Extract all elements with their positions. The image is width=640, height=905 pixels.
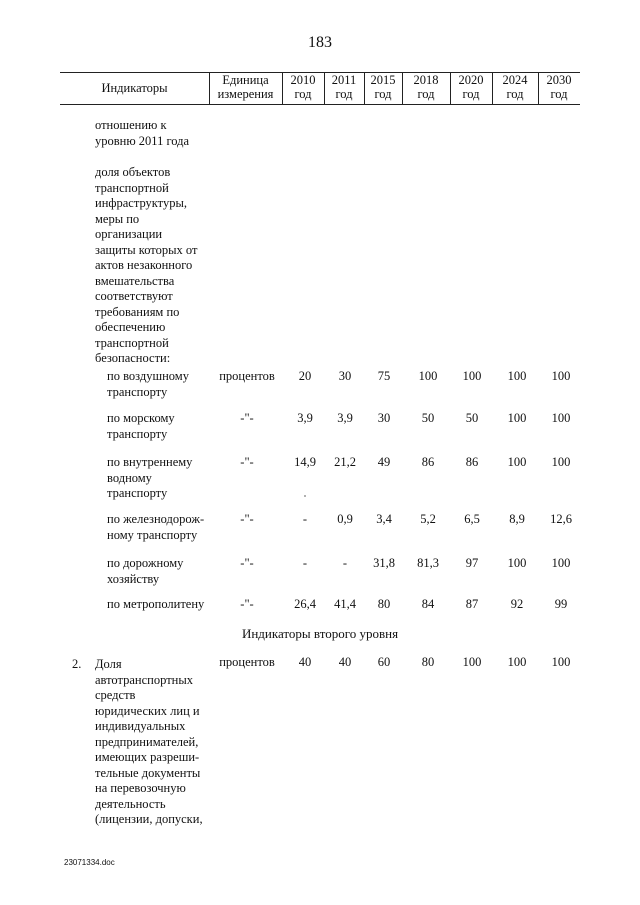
header-year-2011 — [324, 73, 364, 101]
value-2011: - — [342, 556, 348, 570]
value-2018: 5,2 — [420, 512, 436, 526]
value-2030: 100 — [551, 369, 571, 383]
text-line: автотранспортных — [95, 672, 193, 687]
value-2018: 100 — [418, 369, 438, 383]
value-2024: 8,9 — [509, 512, 525, 526]
header-year-2030 — [538, 73, 580, 101]
text-line: деятельность — [95, 796, 166, 811]
header-year-2024 — [492, 73, 538, 101]
value-2030: 100 — [551, 411, 571, 425]
text-line: предпринимателей, — [95, 734, 199, 749]
header-unit-line1: Единица — [222, 73, 269, 87]
value-2024: 100 — [507, 411, 527, 425]
header-year-word: год — [462, 87, 480, 101]
value-2030: 12,6 — [550, 512, 572, 526]
text-line: обеспечению — [95, 320, 166, 334]
value-2018: 81,3 — [417, 556, 439, 570]
header-year-value: 2011 — [331, 73, 357, 87]
header-bottom-rule — [60, 104, 580, 105]
value-2010: 14,9 — [294, 455, 316, 469]
value-2011: 30 — [338, 369, 352, 383]
header-unit — [209, 73, 282, 101]
text-line: транспорту — [107, 426, 168, 441]
value-2020: 87 — [465, 597, 479, 611]
value-2030: 100 — [551, 455, 571, 469]
value-2024: 100 — [507, 369, 527, 383]
value-2010: 40 — [298, 655, 312, 669]
header-year-word: год — [506, 87, 524, 101]
header-year-value: 2020 — [458, 73, 484, 87]
value-2030: 100 — [551, 556, 571, 570]
header-year-word: год — [417, 87, 435, 101]
scan-speck — [304, 495, 306, 497]
value-2015: 75 — [377, 369, 391, 383]
value-2030: 100 — [551, 655, 571, 669]
value-2011: 0,9 — [337, 512, 353, 526]
value-2020: 100 — [462, 369, 482, 383]
header-year-word: год — [294, 87, 312, 101]
text-line: средств — [95, 688, 136, 702]
header-year-2020 — [450, 73, 492, 101]
text-line: по дорожному — [107, 556, 184, 570]
header-year-word: год — [374, 87, 392, 101]
text-line: по железнодорож- — [107, 512, 205, 526]
header-year-value: 2018 — [413, 73, 439, 87]
row-unit: -"- — [240, 411, 254, 425]
value-2020: 86 — [465, 455, 479, 469]
text-line: вмешательства — [95, 273, 175, 288]
text-line: хозяйству — [107, 571, 160, 586]
value-2018: 84 — [421, 597, 435, 611]
value-2020: 6,5 — [464, 512, 480, 526]
text-line: безопасности: — [95, 351, 171, 365]
value-2018: 86 — [421, 455, 435, 469]
header-indicators: Индикаторы — [101, 81, 168, 95]
value-2011: 3,9 — [337, 411, 353, 425]
row-label — [107, 455, 192, 502]
section-title: Индикаторы второго уровня — [241, 626, 399, 641]
row-unit: -"- — [240, 556, 254, 570]
value-2015: 31,8 — [373, 556, 395, 570]
value-2020: 100 — [462, 655, 482, 669]
header-year-value: 2024 — [502, 73, 528, 87]
value-2010: - — [302, 512, 308, 526]
row-unit: процентов — [219, 655, 275, 669]
header-year-2018 — [402, 73, 450, 101]
footer-filename: 23071334.doc — [64, 858, 115, 867]
text-line: юридических лиц и — [95, 703, 200, 718]
text-line: тельные документы — [95, 765, 201, 780]
header-year-value: 2030 — [546, 73, 572, 87]
row-label — [107, 411, 175, 442]
value-2010: - — [302, 556, 308, 570]
page-number: 183 — [308, 34, 332, 51]
header-year-2015 — [364, 73, 402, 101]
value-2010: 26,4 — [294, 597, 316, 611]
value-2024: 92 — [510, 597, 524, 611]
text-line: (лицензии, допуски, — [95, 812, 203, 826]
text-line: по морскому — [107, 411, 175, 425]
row-label — [107, 556, 183, 587]
text-line: Доля — [95, 657, 122, 671]
row-label — [95, 657, 203, 828]
text-line: транспорту — [107, 384, 168, 399]
value-2024: 100 — [507, 556, 527, 570]
header-unit-line2: измерения — [217, 87, 274, 101]
row-unit: процентов — [219, 369, 275, 383]
value-2015: 60 — [377, 655, 391, 669]
item-number: 2. — [72, 657, 82, 671]
text-line: водному — [107, 470, 152, 485]
value-2018: 80 — [421, 655, 435, 669]
intro-continuation — [95, 118, 189, 149]
header-year-value: 2010 — [290, 73, 316, 87]
header-year-word: год — [335, 87, 353, 101]
text-line: ному транспорту — [107, 527, 198, 542]
text-line: по метрополитену — [107, 597, 205, 611]
text-line: соответствуют — [95, 289, 173, 303]
value-2024: 100 — [507, 455, 527, 469]
row-unit: -"- — [240, 597, 254, 611]
text-line: доля объектов — [95, 165, 171, 179]
text-line: имеющих разреши- — [95, 750, 200, 764]
value-2015: 80 — [377, 597, 391, 611]
text-line: индивидуальных — [95, 719, 186, 733]
text-line: актов незаконного — [95, 258, 193, 272]
text-line: защиты которых от — [95, 242, 198, 257]
row-unit: -"- — [240, 455, 254, 469]
text-line: на перевозочную — [95, 781, 186, 795]
row-label — [107, 597, 204, 613]
text-line: уровню 2011 года — [95, 133, 190, 148]
text-line: транспорту — [107, 486, 168, 500]
value-2010: 20 — [298, 369, 312, 383]
row-label — [107, 369, 189, 400]
text-line: транспортной — [95, 180, 169, 195]
text-line: инфраструктуры, — [95, 196, 188, 210]
row-label — [107, 512, 204, 543]
text-line: требованиям по — [95, 304, 180, 319]
value-2011: 41,4 — [334, 597, 356, 611]
header-year-2010 — [282, 73, 324, 101]
text-line: отношению к — [95, 118, 167, 132]
value-2030: 99 — [554, 597, 568, 611]
text-line: транспортной — [95, 335, 169, 350]
value-2015: 49 — [377, 455, 391, 469]
value-2011: 40 — [338, 655, 352, 669]
row-unit: -"- — [240, 512, 254, 526]
value-2015: 3,4 — [376, 512, 392, 526]
value-2020: 97 — [465, 556, 479, 570]
text-line: меры по — [95, 211, 140, 226]
text-line: организации — [95, 227, 163, 241]
value-2018: 50 — [421, 411, 435, 425]
value-2024: 100 — [507, 655, 527, 669]
header-year-value: 2015 — [370, 73, 396, 87]
header-year-word: год — [550, 87, 568, 101]
text-line: по воздушному — [107, 369, 189, 383]
value-2010: 3,9 — [297, 411, 313, 425]
value-2020: 50 — [465, 411, 479, 425]
value-2015: 30 — [377, 411, 391, 425]
value-2011: 21,2 — [334, 455, 356, 469]
intro-share-description — [95, 165, 197, 367]
text-line: по внутреннему — [107, 455, 193, 469]
